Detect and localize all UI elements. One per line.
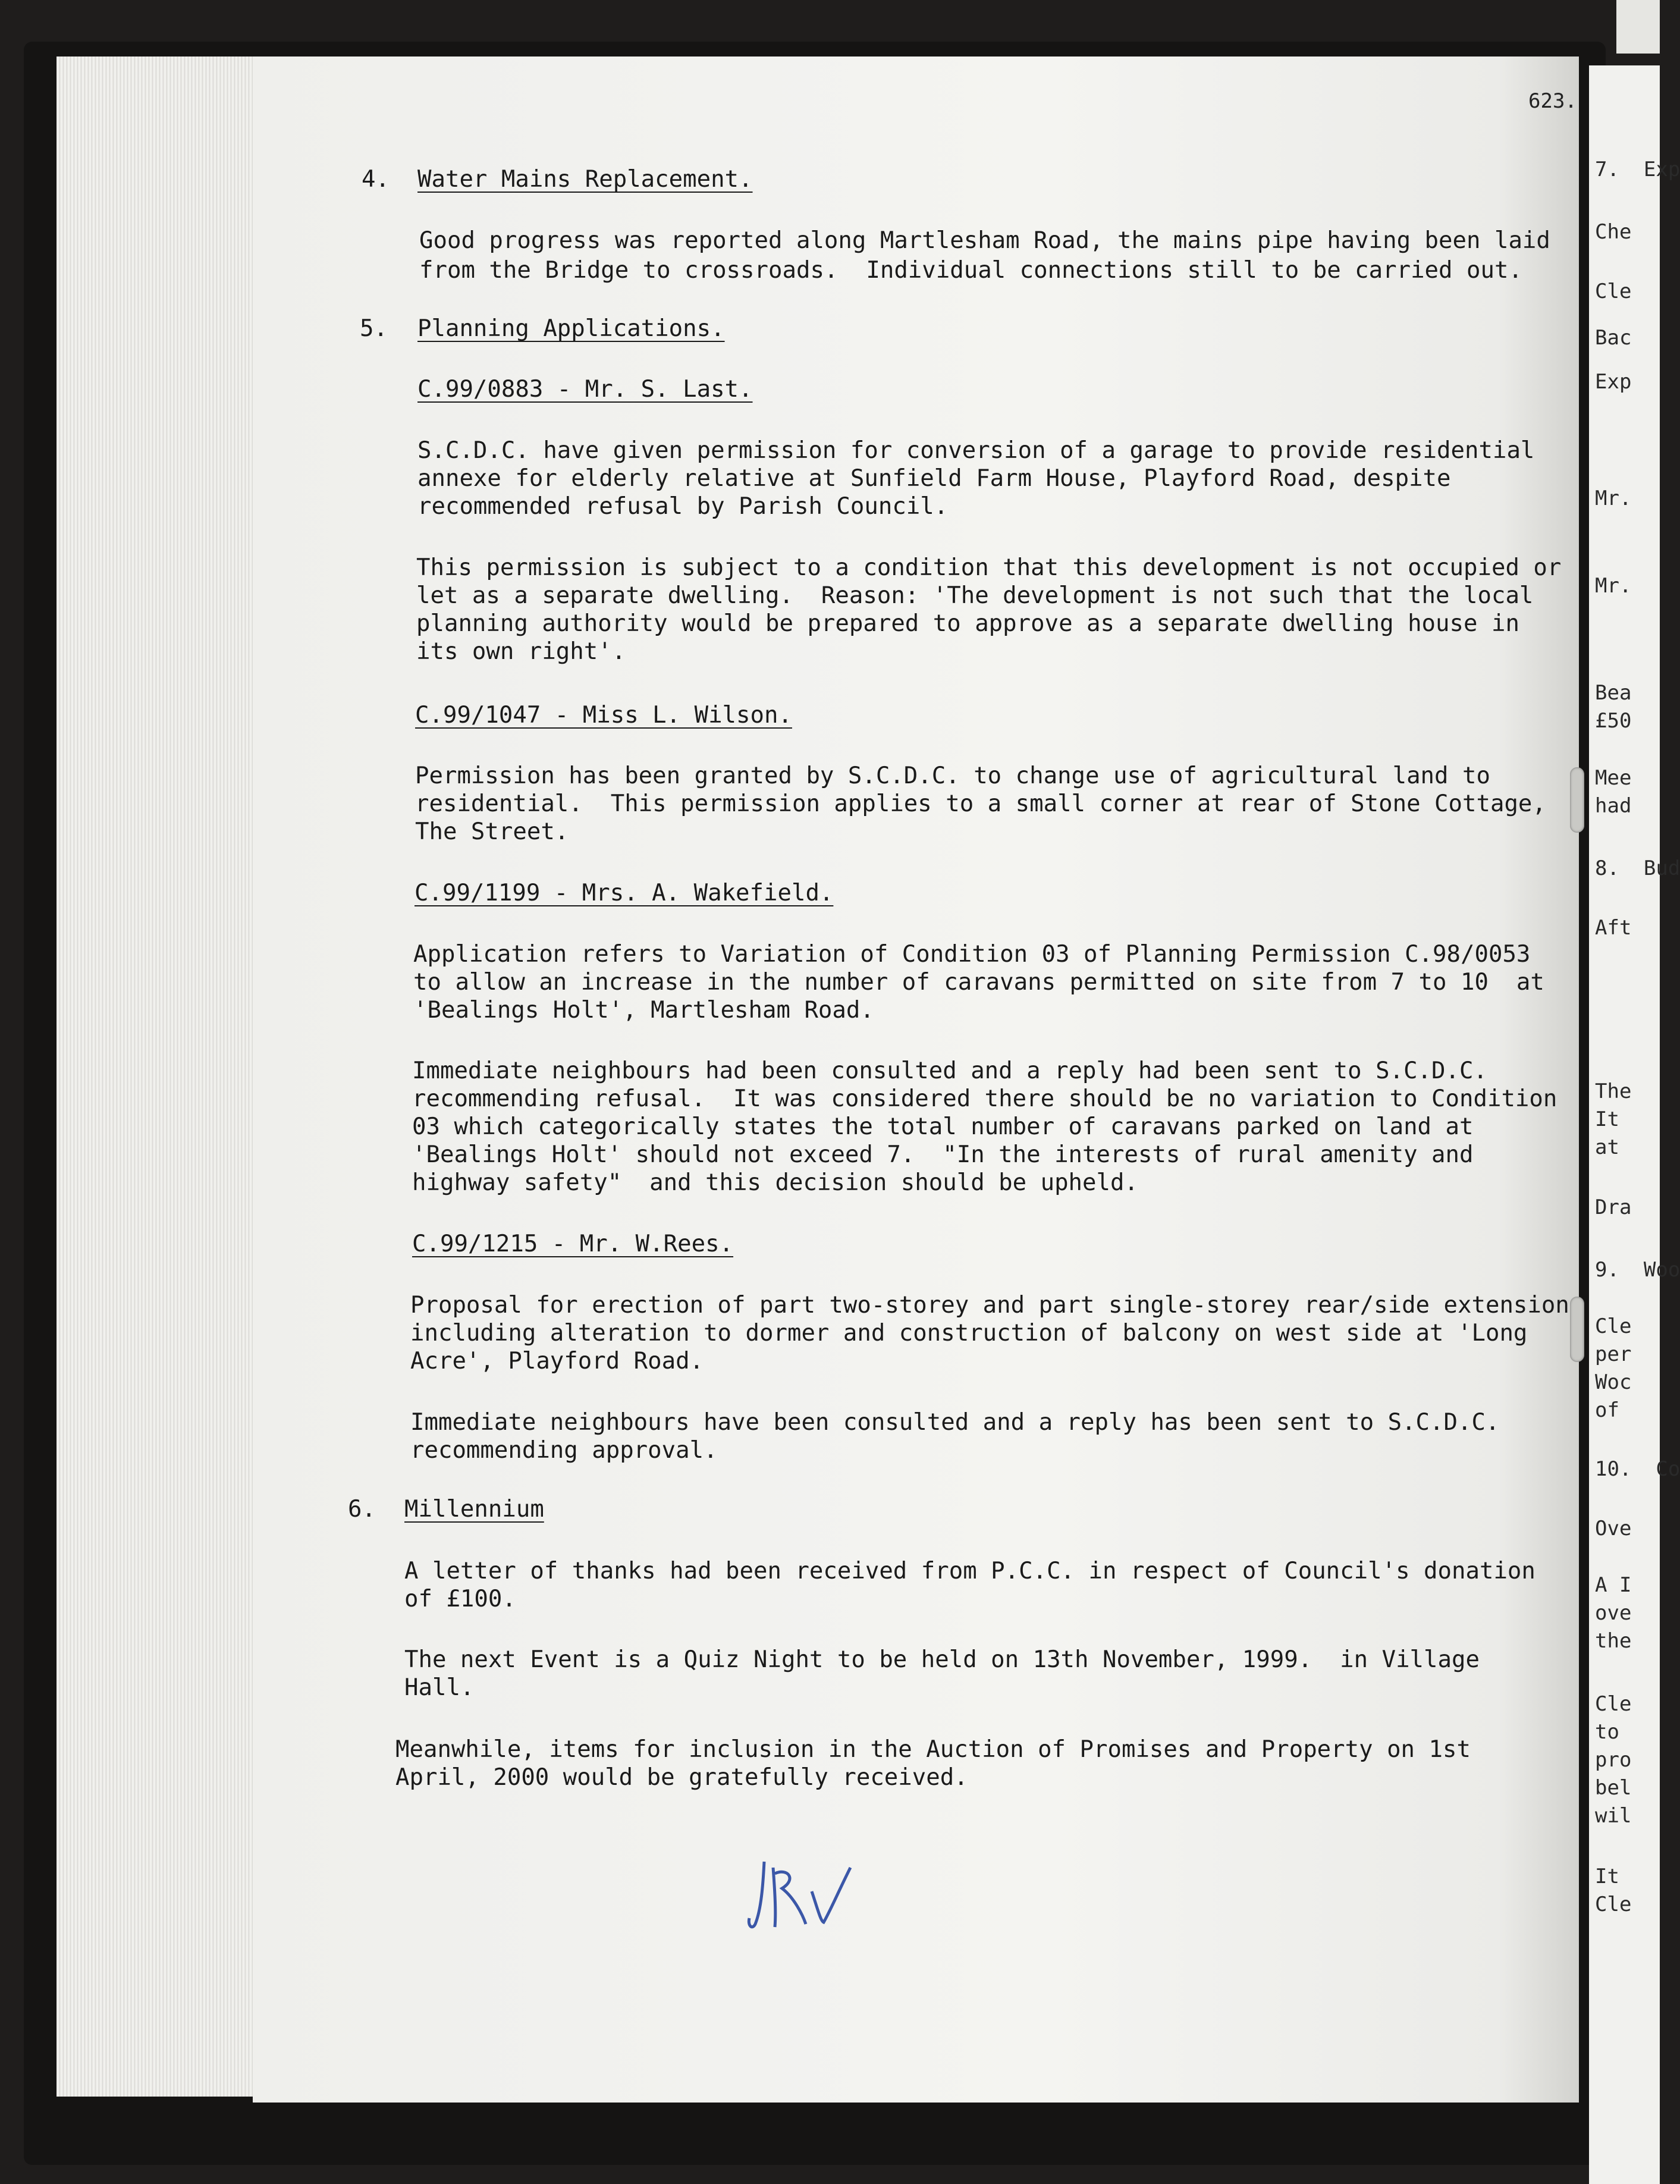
body-line: This permission is subject to a condition that this development is not occupied or	[416, 554, 1562, 581]
adjacent-fragment: bel	[1595, 1776, 1632, 1800]
adjacent-fragment: Aft	[1595, 916, 1632, 940]
body-line: recommending approval.	[410, 1437, 718, 1464]
adjacent-page-edge	[1589, 65, 1680, 2184]
section-heading: Planning Applications.	[417, 315, 725, 342]
body-line: Application refers to Variation of Condition 03 of Planning Permission C.98/0053	[413, 941, 1531, 968]
body-line: highway safety" and this decision should be upheld.	[412, 1169, 1138, 1196]
body-line: Acre', Playford Road.	[410, 1348, 704, 1375]
binder-ring	[1570, 767, 1584, 833]
adjacent-fragment: 7. Exp	[1595, 158, 1680, 181]
section-heading: Water Mains Replacement.	[417, 166, 753, 193]
body-line: 'Bealings Holt' should not exceed 7. "In the interests of rural amenity and	[412, 1141, 1474, 1168]
adjacent-fragment: The	[1595, 1080, 1632, 1103]
body-line: The next Event is a Quiz Night to be held on 13th November, 1999. in Village	[404, 1646, 1480, 1673]
tape-strip	[1616, 0, 1660, 54]
adjacent-fragment: Mee	[1595, 766, 1632, 790]
body-line: Good progress was reported along Martlesham Road, the mains pipe having been laid	[419, 227, 1550, 254]
adjacent-fragment: 8. Bud	[1595, 856, 1680, 880]
body-line: The Street.	[415, 818, 569, 845]
adjacent-fragment: pro	[1595, 1748, 1632, 1772]
handwritten-initials	[746, 1856, 853, 1939]
adjacent-fragment: A I	[1595, 1573, 1632, 1597]
body-line: residential. This permission applies to a small corner at rear of Stone Cottage,	[415, 790, 1546, 817]
application-reference: C.99/1199 - Mrs. A. Wakefield.	[414, 880, 834, 906]
body-line: Permission has been granted by S.C.D.C. to change use of agricultural land to	[415, 762, 1490, 789]
binder-ring	[1570, 1297, 1584, 1362]
adjacent-fragment: Mr.	[1595, 574, 1632, 598]
adjacent-fragment: Bac	[1595, 326, 1632, 350]
adjacent-fragment: to	[1595, 1720, 1619, 1744]
adjacent-fragment: 9. Woo	[1595, 1258, 1680, 1282]
adjacent-fragment: Cle	[1595, 1314, 1632, 1338]
item-number: 5.	[360, 315, 388, 342]
body-line: Proposal for erection of part two-storey and part single-storey rear/side extension	[410, 1292, 1569, 1319]
section-heading: Millennium	[404, 1496, 544, 1523]
body-line: Hall.	[404, 1674, 475, 1701]
adjacent-fragment: It	[1595, 1107, 1619, 1131]
body-line: S.C.D.C. have given permission for conversion of a garage to provide residential	[417, 437, 1535, 464]
adjacent-fragment: Ove	[1595, 1517, 1632, 1540]
body-line: April, 2000 would be gratefully received.	[395, 1764, 968, 1791]
adjacent-fragment: the	[1595, 1629, 1632, 1653]
body-line: A letter of thanks had been received from P.C.C. in respect of Council's donation	[404, 1558, 1535, 1584]
adjacent-fragment: £50	[1595, 709, 1632, 733]
body-line: 'Bealings Holt', Martlesham Road.	[413, 997, 874, 1024]
body-line: including alteration to dormer and construction of balcony on west side at 'Long	[410, 1320, 1528, 1347]
body-line: Meanwhile, items for inclusion in the Auction of Promises and Property on 1st	[395, 1736, 1471, 1763]
page-number: 623.	[1528, 89, 1577, 113]
body-line: recommending refusal. It was considered there should be no variation to Condition	[412, 1085, 1557, 1112]
adjacent-fragment: Mr.	[1595, 487, 1632, 510]
body-line: of £100.	[404, 1586, 516, 1612]
body-line: Immediate neighbours had been consulted and a reply had been sent to S.C.D.C.	[412, 1058, 1487, 1084]
adjacent-fragment: ove	[1595, 1601, 1632, 1625]
adjacent-fragment: Woc	[1595, 1370, 1632, 1394]
adjacent-fragment: of	[1595, 1398, 1619, 1422]
body-line: to allow an increase in the number of caravans permitted on site from 7 to 10 at	[413, 969, 1544, 996]
adjacent-fragment: Che	[1595, 220, 1632, 244]
adjacent-fragment: It	[1595, 1865, 1619, 1888]
adjacent-fragment: had	[1595, 794, 1632, 818]
body-line: 03 which categorically states the total number of caravans parked on land at	[412, 1113, 1474, 1140]
adjacent-fragment: Cle	[1595, 280, 1632, 303]
item-number: 6.	[348, 1496, 376, 1523]
body-line: planning authority would be prepared to approve as a separate dwelling house in	[416, 610, 1519, 637]
application-reference: C.99/1215 - Mr. W.Rees.	[412, 1231, 734, 1257]
adjacent-fragment: Bea	[1595, 681, 1632, 705]
body-line: its own right'.	[416, 638, 626, 665]
adjacent-fragment: per	[1595, 1342, 1632, 1366]
body-line: Immediate neighbours have been consulted and a reply has been sent to S.C.D.C.	[410, 1409, 1500, 1436]
body-line: from the Bridge to crossroads. Individual connections still to be carried out.	[419, 257, 1522, 284]
item-number: 4.	[362, 166, 390, 193]
body-line: let as a separate dwelling. Reason: 'The development is not such that the local	[416, 582, 1534, 609]
page-stack-edge	[56, 57, 253, 2097]
adjacent-fragment: at	[1595, 1135, 1619, 1159]
body-line: annexe for elderly relative at Sunfield Farm House, Playford Road, despite	[417, 465, 1451, 492]
adjacent-fragment: Exp	[1595, 370, 1632, 394]
adjacent-fragment: wil	[1595, 1804, 1632, 1828]
adjacent-fragment: Dra	[1595, 1195, 1632, 1219]
adjacent-fragment: 10. Co	[1595, 1457, 1680, 1481]
body-line: recommended refusal by Parish Council.	[417, 493, 949, 520]
application-reference: C.99/1047 - Miss L. Wilson.	[415, 702, 792, 729]
adjacent-fragment: Cle	[1595, 1893, 1632, 1916]
adjacent-fragment: Cle	[1595, 1692, 1632, 1716]
document-page	[253, 57, 1579, 2103]
application-reference: C.99/0883 - Mr. S. Last.	[417, 376, 753, 403]
